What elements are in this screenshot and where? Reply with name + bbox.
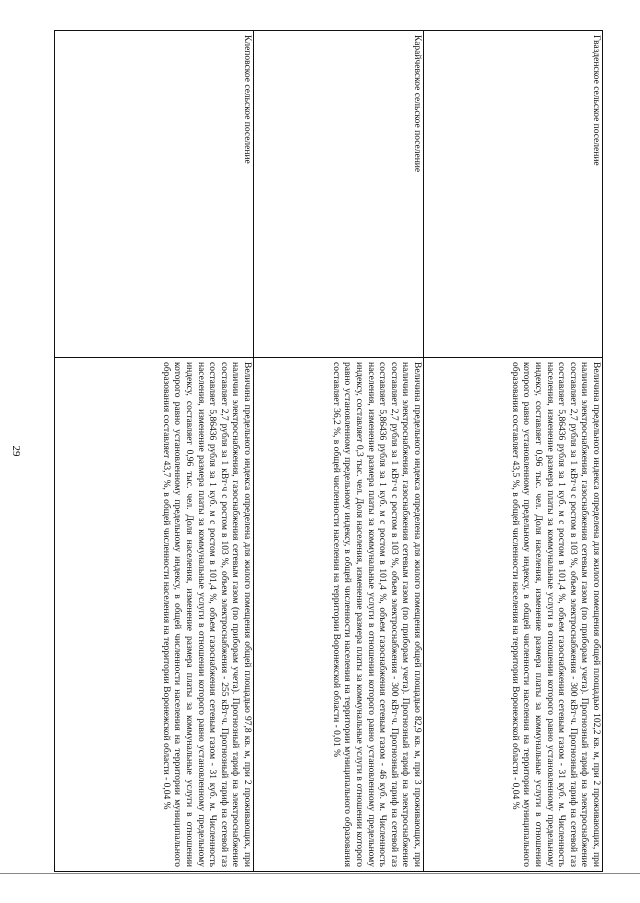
table-row bbox=[55, 31, 254, 872]
table-row bbox=[254, 31, 424, 872]
bottom-divider bbox=[0, 873, 640, 874]
settlement-name: Карайчевское сельское поселение bbox=[254, 31, 424, 358]
page-number: 29 bbox=[10, 445, 22, 457]
index-description: Величина предельного индекса определена для жилого помещения общей площадью 97,8 кв. м, при 2 проживающих, при наличии электроснабжения, газоснабжения сетевым газом (по приборам учета). Прогнозный тариф на электроснабжение составляет 2,7 рубля за 1 кВт·ч с ростом в 103 %, объем электроснабжения - 255 кВт·ч. Прогнозный тариф на сетевой газ составляет 5,86436 рубля за 1 куб. м с ростом в 101,4 %, объем газоснабжения сетевым газом - 31 куб. м. Численность населения, изменение размера платы за коммунальные услуги в отношении которого равно установленному предельному индексу, составляет 0,96 тыс. чел. Доля населения, изменение размера платы за коммунальные услуги в отношении которого равно установленному предельному индексу, в общей численности населения на территории муниципального образования составляет 43,7 %, в общей численности населения на территории Воронежской области - 0,04 % bbox=[55, 358, 254, 872]
index-description: Величина предельного индекса определена для жилого помещения общей площадью 82,9 кв. м, при 3 проживающих, при наличии электроснабжения, газоснабжения сетевым газом (по приборам учета). Прогнозный тариф на электроснабжение составляет 2,7 рубля за 1 кВт·ч с ростом в 103 %, объем электроснабжения - 300 кВт·ч. Прогнозный тариф на сетевой газ составляет 5,86436 рубля за 1 куб. м с ростом в 101,4 %, объем газоснабжения сетевым газом - 46 куб. м. Численность населения, изменение размера платы за коммунальные услуги в отношении которого равно установленному предельному индексу, составляет 0,3 тыс. чел. Доля населения, изменение размера платы за коммунальные услуги в отношении которого равно установленному предельному индексу, в общей численности населения на территории муниципального образования составляет 36,2 %, в общей численности населения на территории Воронежской области - 0,01 % bbox=[254, 358, 424, 872]
settlement-name: Клепов​ское сельское поселение bbox=[55, 31, 254, 358]
index-description: Величина предельного индекса определена для жилого помещения общей площадью 102,2 кв. м, при 2 проживающих, при наличии электроснабжения, газоснабжения сетевым газом (по приборам учета). Прогнозный тариф на электроснабжение составляет 2,7 рубля за 1 кВт·ч с ростом в 103 %, объем электроснабжения - 300 кВт·ч. Прогнозный тариф на сетевой газ составляет 5,86436 рубля за 1 куб. м с ростом в 101,4 %, объем газоснабжения сетевым газом - 31 куб. м. Численность населения, изменение размера платы за коммунальные услуги в отношении которого равно установленному предельному индексу, составляет 0,96 тыс. чел. Доля населения, изменение размера платы за коммунальные услуги в отношении которого равно установленному предельному индексу, в общей численности населения на территории муниципального образования составляет 43,5 %, в общей численности населения на территории Воронежской области - 0,04 % bbox=[424, 358, 603, 872]
settlements-table bbox=[54, 30, 603, 872]
table-row bbox=[424, 31, 603, 872]
settlement-name: Гвазденское сельское поселение bbox=[424, 31, 603, 358]
settlements-table-container bbox=[55, 30, 603, 872]
